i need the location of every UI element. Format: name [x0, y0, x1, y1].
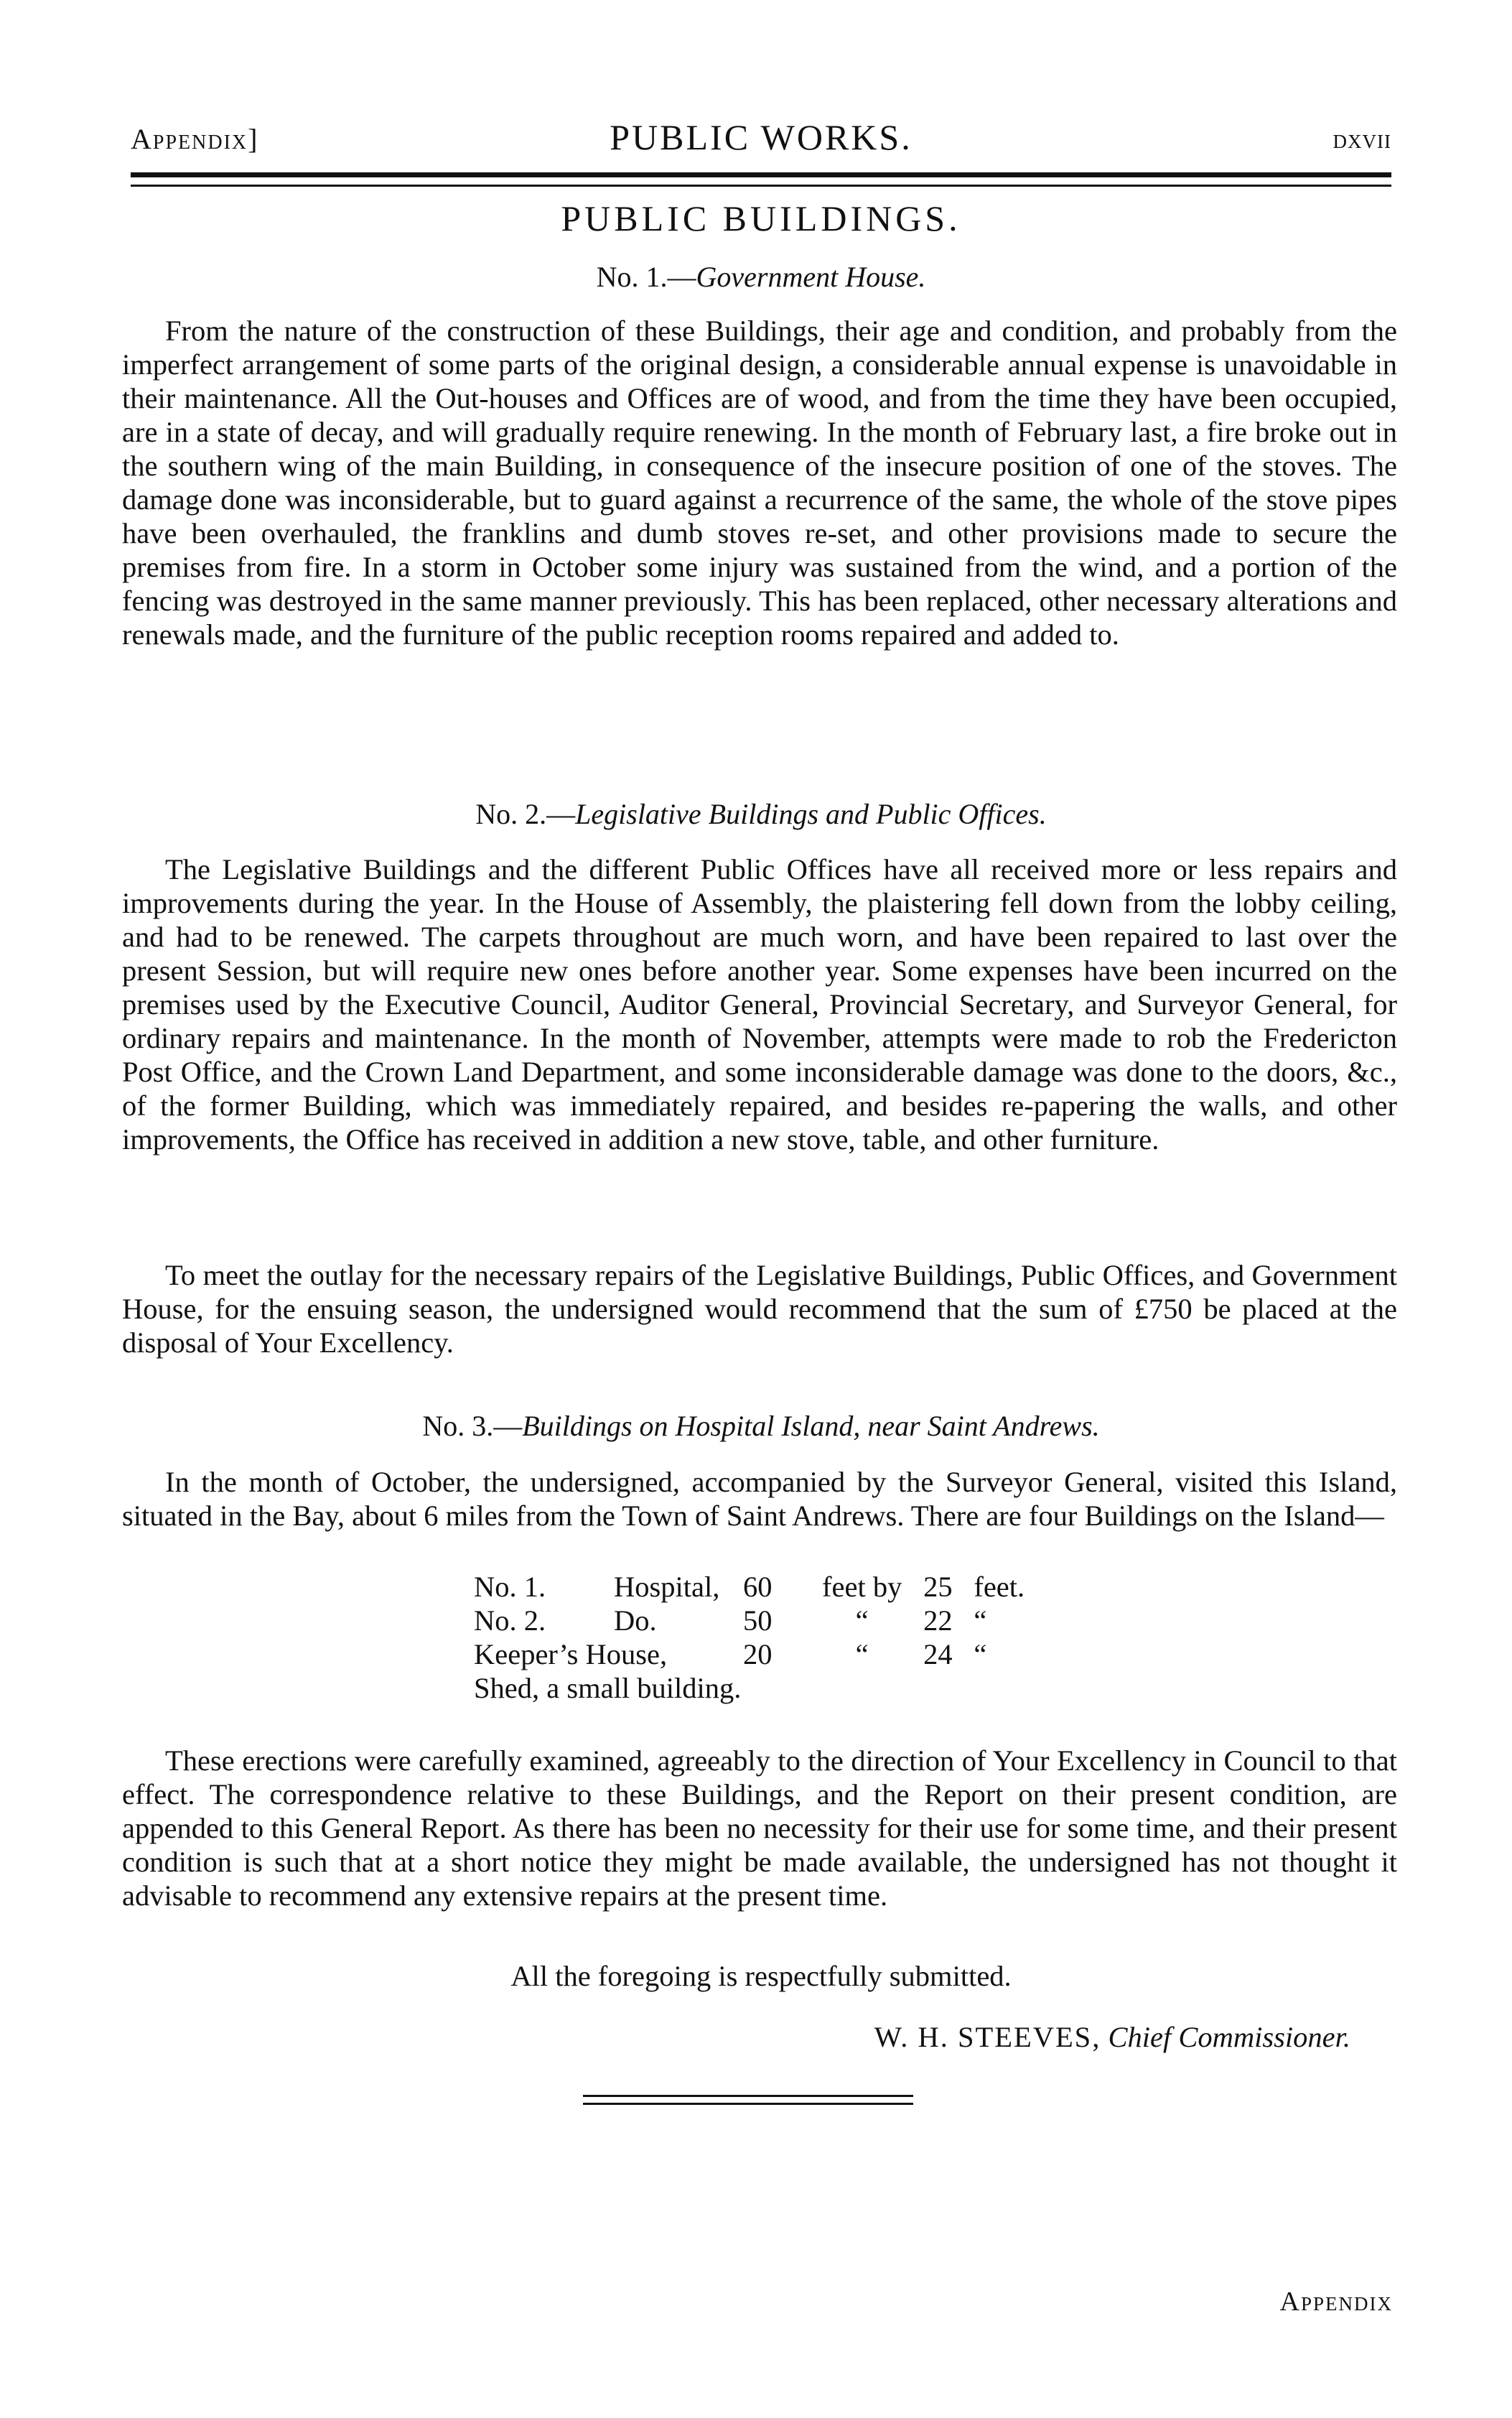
building-no: Keeper’s House,	[474, 1638, 668, 1670]
dimension-by: feet by	[822, 1571, 902, 1603]
dimension-unit: feet.	[974, 1571, 1025, 1603]
building-length: 60	[743, 1571, 773, 1603]
paragraph-erections-examined: These erections were carefully examined, agreeably to the direction of Your Excellency in Council to that effect. The correspondence relative to these Buildings, and the Report on their present condition, are appended to this General Report. As there has been no necessity for their use for some time, and their present condition is such that at a short notice they might be made available, the undersigned has not thought it advisable to recommend any extensive repairs at the present time.	[122, 1744, 1397, 1912]
subheading-number: No. 2.—	[475, 798, 576, 830]
building-width: 22	[923, 1604, 953, 1637]
dimension-unit: “	[974, 1604, 987, 1637]
subheading-hospital-island	[131, 1409, 1391, 1443]
dimension-by: “	[855, 1638, 869, 1670]
paragraph-legislative-buildings: The Legislative Buildings and the different Public Offices have all received more or less repairs and improvements during the year. In the House of Assembly, the plaistering fell down from the lobby ceiling, and had to be renewed. The carpets throughout are much worn, and have been repaired to last over the present Session, but will require new ones before another year. Some expenses have been incurred on the premises used by the Executive Council, Auditor General, Provincial Secretary, and Surveyor General, for ordinary repairs and maintenance. In the month of November, attempts were made to rob the Fredericton Post Office, and the Crown Land Department, and some inconsiderable damage was done to the doors, &c., of the former Building, which was immediately repaired, and besides re-papering the walls, and other improvements, the Office has received in addition a new stove, table, and other furniture.	[122, 853, 1397, 1155]
building-width: 24	[923, 1638, 953, 1670]
building-name: Hospital,	[614, 1571, 720, 1603]
header-title: PUBLIC WORKS.	[610, 117, 913, 157]
subheading-title: Government House.	[696, 261, 926, 293]
page-number: dxvii	[1333, 124, 1391, 154]
building-length: 20	[743, 1638, 773, 1670]
header-double-rule	[131, 172, 1391, 187]
buildings-table	[474, 1570, 1025, 1705]
paragraph-government-house: From the nature of the construction of these Buildings, their age and condition, and probably from the imperfect arrangement of some parts of the original design, a considerable annual expense is unavoidable in their maintenance. All the Out-houses and Offices are of wood, and from the time they have been occupied, are in a state of decay, and will gradually require renewing. In the month of February last, a fire broke out in the southern wing of the main Building, in consequence of the insecure position of one of the stoves. The damage done was inconsiderable, but to guard against a recurrence of the same, the whole of the stove pipes have been overhauled, the franklins and dumb stoves re-set, and other provisions made to secure the premises from fire. In a storm in October some injury was sustained from the wind, and a portion of the fencing was destroyed in the same manner previously. This has been replaced, other necessary alterations and renewals made, and the furniture of the public reception rooms repaired and added to.	[122, 315, 1397, 651]
building-name: Do.	[614, 1604, 657, 1637]
table-row	[474, 1570, 1025, 1604]
subheading-legislative-buildings	[131, 797, 1391, 831]
paragraph-repairs-outlay: To meet the outlay for the necessary repairs of the Legislative Buildings, Public Offices, and Government House, for the ensuing season, the undersigned would recommend that the sum of £750 be placed at the disposal of Your Excellency.	[122, 1259, 1397, 1359]
paragraph-hospital-island-visit: In the month of October, the undersigned, accompanied by the Surveyor General, visited this Island, situated in the Bay, about 6 miles from the Town of Saint Andrews. There are four Buildings on the Island—	[122, 1466, 1397, 1532]
table-row	[474, 1637, 1025, 1671]
closing-line: All the foregoing is respectfully submitted.	[510, 1960, 1012, 1992]
building-no: Shed, a small building.	[474, 1672, 742, 1704]
dimension-by: “	[855, 1604, 869, 1637]
building-length: 50	[743, 1604, 773, 1637]
building-no: No. 1.	[474, 1571, 546, 1603]
subheading-number: No. 1.—	[596, 261, 696, 293]
table-row	[474, 1671, 1025, 1705]
table-row	[474, 1604, 1025, 1637]
signatory-title: Chief Commissioner.	[1108, 2021, 1350, 2053]
catchword: Appendix	[1279, 2287, 1393, 2317]
dimension-unit: “	[974, 1638, 987, 1670]
building-width: 25	[923, 1571, 953, 1603]
header-left: Appendix]	[131, 123, 259, 155]
closing-double-rule	[583, 2095, 913, 2105]
building-no: No. 2.	[474, 1604, 546, 1637]
signature	[874, 2020, 1350, 2054]
signatory-name: W. H. STEEVES,	[874, 2021, 1101, 2053]
subheading-government-house	[131, 260, 1391, 294]
running-head	[131, 116, 1391, 159]
subheading-title: Buildings on Hospital Island, near Saint Andrews.	[522, 1410, 1100, 1442]
subheading-number: No. 3.—	[422, 1410, 523, 1442]
section-title: PUBLIC BUILDINGS.	[561, 198, 961, 238]
subheading-title: Legislative Buildings and Public Offices.	[575, 798, 1047, 830]
